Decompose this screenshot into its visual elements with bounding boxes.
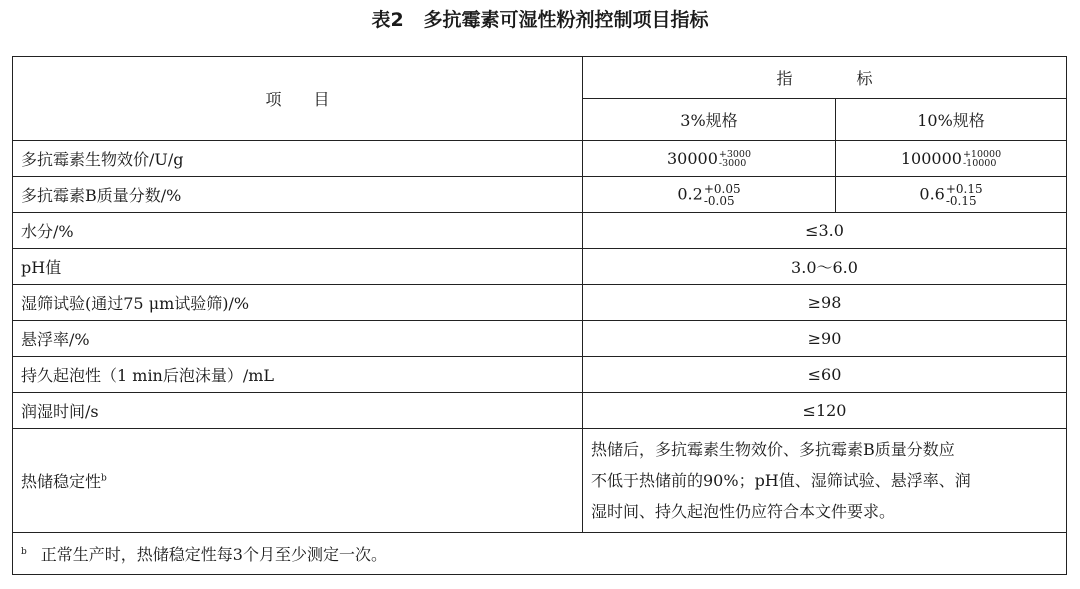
- value-base: 0.2: [677, 184, 703, 203]
- footnote-row: [13, 533, 1067, 575]
- requirement-line: 热储后，多抗霉素生物效价、多抗霉素B质量分数应: [591, 440, 955, 459]
- table-row: [13, 177, 1067, 213]
- requirement-line: 湿时间、持久起泡性仍应符合本文件要求。: [591, 502, 896, 521]
- stability-row: [13, 429, 1067, 533]
- table-title: 表2 多抗霉素可湿性粉剂控制项目指标: [371, 9, 709, 31]
- table-row: [13, 393, 1067, 429]
- row-item: pH值: [13, 249, 583, 285]
- row-item: 多抗霉素B质量分数/%: [13, 177, 583, 213]
- table-row: [13, 213, 1067, 249]
- row-value: 3.0～6.0: [583, 249, 1067, 285]
- footnote-ref: b: [101, 473, 107, 484]
- tolerance: [719, 150, 751, 169]
- tolerance: [963, 150, 1001, 169]
- tolerance-upper: +10000: [962, 148, 1002, 160]
- stability-item: [13, 429, 583, 533]
- tolerance: [704, 183, 741, 207]
- value-base: 30000: [666, 148, 718, 168]
- table-row: [13, 249, 1067, 285]
- tolerance-lower: -3000: [718, 158, 747, 169]
- tolerance-lower: -0.05: [703, 193, 735, 208]
- tolerance-lower: -10000: [962, 158, 997, 169]
- header-row-1: [13, 57, 1067, 99]
- footnote-text: 正常生产时，热储稳定性每3个月至少测定一次。: [40, 545, 387, 564]
- row-item: 悬浮率/%: [13, 321, 583, 357]
- row-item: 多抗霉素生物效价/U/g: [13, 141, 583, 177]
- row-value: ≤3.0: [583, 213, 1067, 249]
- row-item: 湿筛试验(通过75 μm试验筛)/%: [13, 285, 583, 321]
- table-row: [13, 357, 1067, 393]
- tolerance-upper: +0.15: [945, 181, 983, 196]
- table-row: [13, 285, 1067, 321]
- control-items-table: [12, 56, 1067, 575]
- table-row: [13, 141, 1067, 177]
- row-value: ≥90: [583, 321, 1067, 357]
- header-item: 项 目: [13, 57, 583, 141]
- row-value: ≤60: [583, 357, 1067, 393]
- row-value: ≥98: [583, 285, 1067, 321]
- header-spec-3: 3%规格: [583, 99, 836, 141]
- footnote-mark: b: [21, 546, 27, 557]
- row-value: ≤120: [583, 393, 1067, 429]
- requirement-line: 不低于热储前的90%；pH值、湿筛试验、悬浮率、润: [591, 471, 971, 490]
- value-base: 100000: [900, 148, 962, 168]
- tolerance-upper: +3000: [718, 148, 752, 160]
- row-item: 水分/%: [13, 213, 583, 249]
- tolerance-lower: -0.15: [945, 193, 977, 208]
- header-spec-10: 10%规格: [836, 99, 1067, 141]
- row-item: 润湿时间/s: [13, 393, 583, 429]
- stability-label: 热储稳定性: [21, 472, 102, 491]
- stability-requirement: [583, 429, 1067, 533]
- footnote: [13, 533, 1067, 575]
- header-index: 指 标: [583, 57, 1067, 99]
- tolerance: [946, 183, 983, 207]
- table-row: [13, 321, 1067, 357]
- row-value-10: [836, 177, 1067, 213]
- row-value-3: [583, 141, 836, 177]
- row-value-10: [836, 141, 1067, 177]
- row-value-3: [583, 177, 836, 213]
- row-item: 持久起泡性（1 min后泡沫量）/mL: [13, 357, 583, 393]
- tolerance-upper: +0.05: [703, 181, 741, 196]
- value-base: 0.6: [919, 184, 945, 203]
